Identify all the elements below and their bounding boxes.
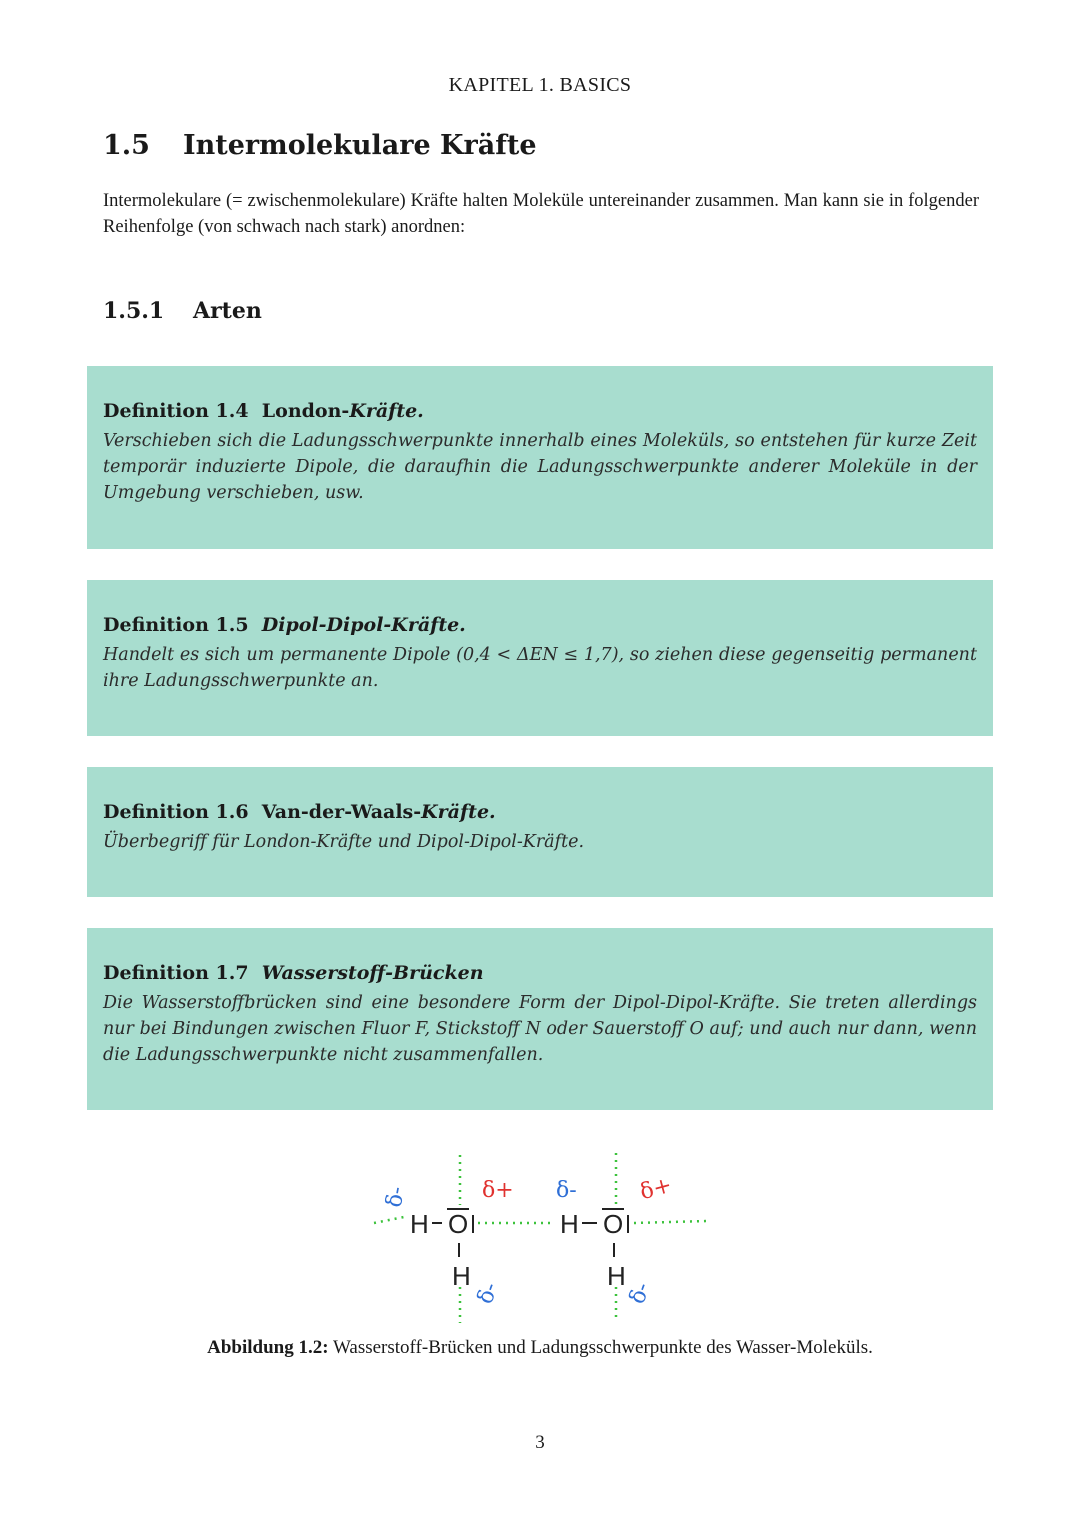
definition-box-vdw	[87, 767, 993, 897]
page-number: 3	[535, 1432, 545, 1453]
hydrogen-atom: H	[452, 1261, 471, 1291]
definition-text: Verschieben sich die Ladungsschwerpunkte innerhalb eines Moleküls, so entstehen für kurze Zeit temporär induzierte Dipole, die daraufhin die Ladungsschwerpunkte anderer Moleküle in der Umgebung verschieben, usw.	[103, 431, 977, 503]
partial-negative-label: δ-	[624, 1279, 656, 1308]
definition-heading	[103, 400, 977, 422]
definition-label: Definition 1.6	[103, 801, 249, 823]
intro-paragraph: Intermolekulare (= zwischenmolekulare) Kräfte halten Moleküle untereinander zusammen. Man kann sie in folgender Reihenfolge (von schwach nach stark) anordnen:	[103, 191, 979, 237]
partial-positive-label: δ+	[482, 1178, 514, 1203]
running-header: KAPITEL 1. BASICS	[448, 74, 632, 96]
caption-text: Wasserstoff-Brücken und Ladungsschwerpunkte des Wasser-Moleküls.	[332, 1337, 873, 1358]
hydrogen-atom: H	[607, 1261, 626, 1291]
figure-caption	[0, 1337, 1080, 1359]
definition-heading	[103, 801, 977, 823]
definition-label: Definition 1.4	[103, 400, 249, 422]
section-number: 1.5	[103, 130, 150, 161]
definition-name-italic: Wasserstoff-Brücken	[261, 962, 484, 984]
definition-box-hbond	[87, 928, 993, 1110]
oxygen-atom: O	[603, 1209, 624, 1239]
subsection-heading	[103, 298, 262, 324]
caption-label: Abbildung 1.2:	[207, 1337, 329, 1358]
definition-name-italic: Dipol-Dipol-Kräfte.	[261, 614, 466, 636]
subsection-title: Arten	[193, 298, 262, 324]
definition-label: Definition 1.5	[103, 614, 249, 636]
definition-name-italic: Kräfte.	[421, 801, 496, 823]
partial-negative-label: δ-	[381, 1184, 410, 1210]
definition-name: London-	[261, 400, 350, 422]
partial-negative-label: δ-	[556, 1178, 577, 1203]
water-hydrogen-bond-figure	[360, 1145, 720, 1325]
subsection-number: 1.5.1	[103, 298, 165, 324]
definition-box-london	[87, 366, 993, 549]
partial-positive-label: δ+	[637, 1172, 675, 1206]
definition-label: Definition 1.7	[103, 962, 249, 984]
definition-text: Überbegriff für London-Kräfte und Dipol-Dipol-Kräfte.	[103, 832, 585, 852]
definition-text: Handelt es sich um permanente Dipole (0,4 < ΔEN ≤ 1,7), so ziehen diese gegenseitig permanent ihre Ladungsschwerpunkte an.	[103, 645, 977, 691]
hydrogen-bridge-line	[374, 1217, 404, 1223]
section-heading	[103, 130, 537, 161]
definition-name: Van-der-Waals-	[261, 801, 422, 823]
hydrogen-atom: H	[410, 1209, 429, 1239]
definition-box-dipol	[87, 580, 993, 736]
section-title: Intermolekulare Kräfte	[183, 130, 537, 161]
definition-text: Die Wasserstoffbrücken sind eine besondere Form der Dipol-Dipol-Kräfte. Sie treten allerdings nur bei Bindungen zwischen Fluor F, Stickstoff N oder Sauerstoff O auf; und auch nur dann, wenn die Ladungsschwerpunkte nicht zusammenfallen.	[103, 993, 977, 1065]
definition-name-italic: Kräfte.	[349, 400, 424, 422]
oxygen-atom: O	[448, 1209, 469, 1239]
hydrogen-bridge-line	[634, 1221, 708, 1223]
partial-negative-label: δ-	[472, 1279, 504, 1308]
hydrogen-atom: H	[560, 1209, 579, 1239]
definition-heading	[103, 962, 977, 984]
definition-heading	[103, 614, 977, 636]
